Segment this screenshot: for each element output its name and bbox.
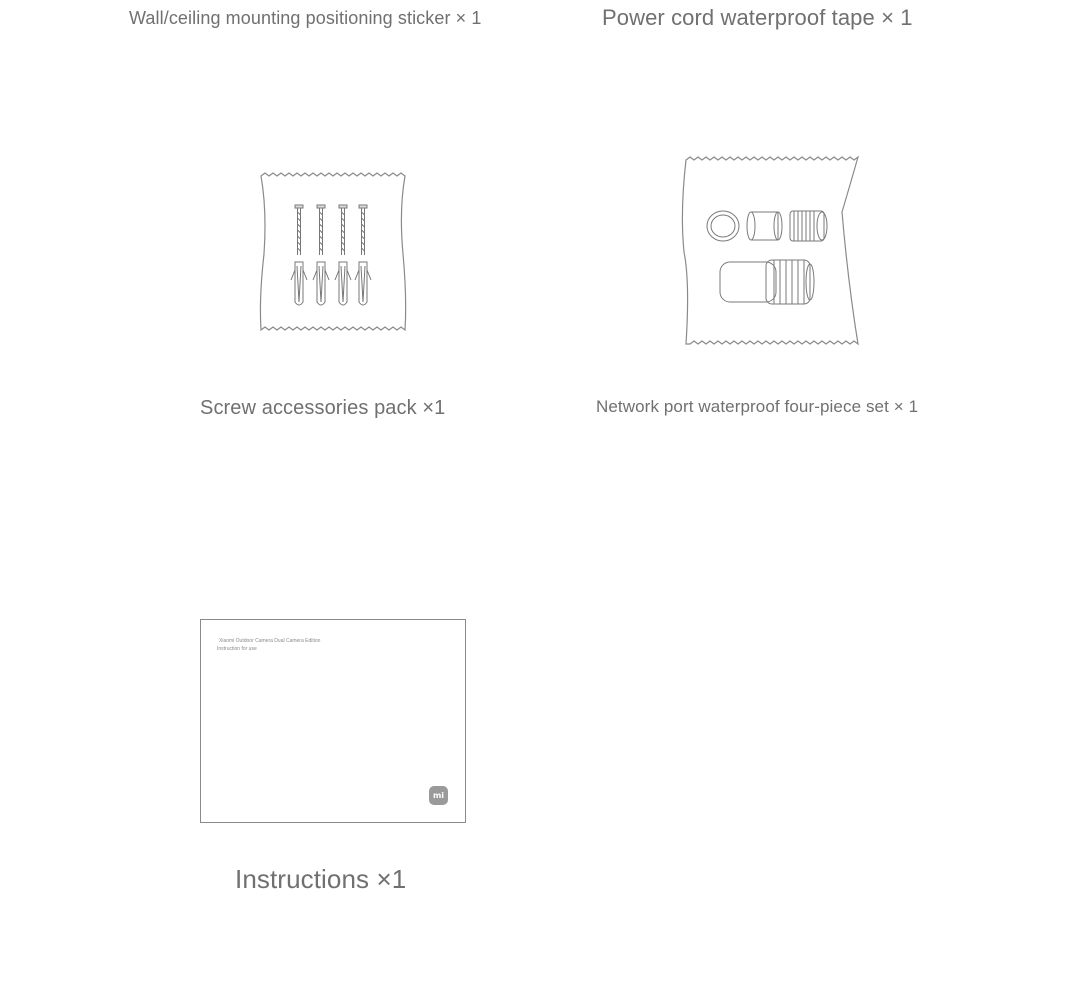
manual-title: Xiaomi Outdoor Camera Dual Camera Edition bbox=[219, 638, 321, 644]
instruction-manual bbox=[200, 619, 466, 823]
network-port-kit-icon bbox=[678, 152, 864, 352]
instructions-caption: Instructions ×1 bbox=[235, 864, 407, 894]
sticker-caption: Wall/ceiling mounting positioning sticker × 1 bbox=[129, 8, 482, 28]
screw-pack-caption: Screw accessories pack ×1 bbox=[200, 397, 446, 419]
tape-caption: Power cord waterproof tape × 1 bbox=[602, 5, 913, 30]
network-port-caption: Network port waterproof four-piece set × 1 bbox=[596, 397, 919, 416]
manual-subtitle: Instruction for use bbox=[217, 646, 257, 652]
screw-pack-icon bbox=[255, 170, 413, 338]
mi-logo-icon: mi bbox=[429, 786, 448, 805]
